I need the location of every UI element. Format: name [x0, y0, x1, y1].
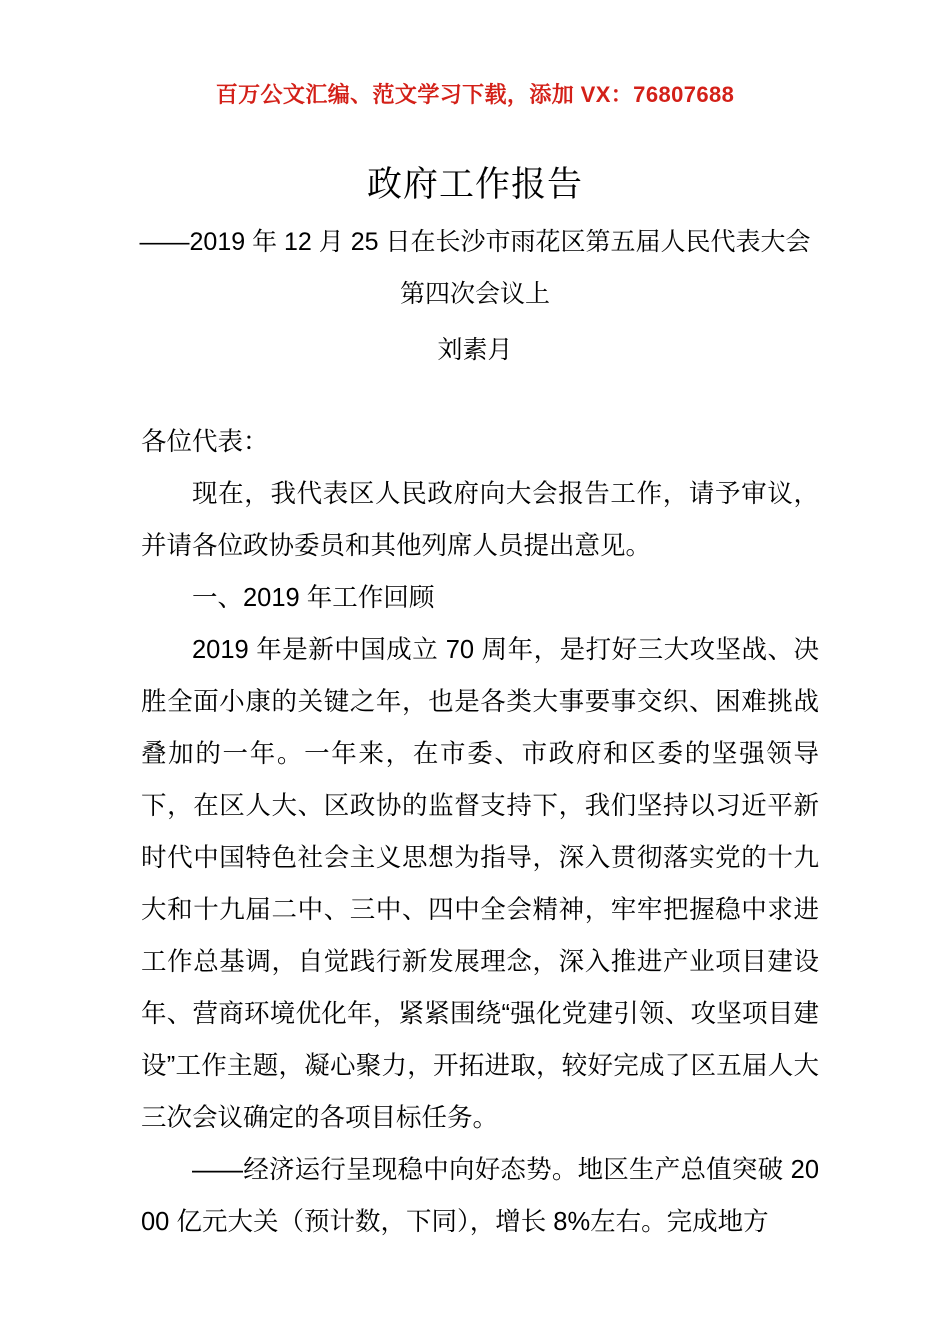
paragraph-economy-point: ——经济运行呈现稳中向好态势。地区生产总值突破 2000 亿元大关（预计数，下同），增长 8%左右。完成地方 [141, 1156, 819, 1236]
paragraph-opening: 现在，我代表区人民政府向大会报告工作，请予审议，并请各位政协委员和其他列席人员提出意见。 [141, 480, 819, 560]
document-body [141, 416, 819, 1248]
paragraph-review-2019: 2019 年是新中国成立 70 周年，是打好三大攻坚战、决胜全面小康的关键之年，也是各类大事要事交织、困难挑战叠加的一年。一年来，在市委、市政府和区委的坚强领导下，在区人大、区政协的监督支持下，我们坚持以习近平新时代中国特色社会主义思想为指导，深入贯彻落实党的十九大和十九届二中、三中、四中全会精神，牢牢把握稳中求进工作总基调，自觉践行新发展理念，深入推进产业项目建设年、营商环境优化年，紧紧围绕“强化党建引领、攻坚项目建设”工作主题，凝心聚力，开拓进取，较好完成了区五届人大三次会议确定的各项目标任务。 [141, 636, 819, 1132]
document-author: 刘素月 [437, 336, 513, 364]
document-title: 政府工作报告 [366, 165, 583, 204]
section-heading-one: 一、2019 年工作回顾 [192, 584, 435, 612]
promo-header-bar [0, 78, 950, 109]
promo-header-text: 百万公文汇编、范文学习下载，添加 VX：76807688 [215, 82, 735, 107]
paragraph-salutation: 各位代表： [141, 428, 269, 456]
title-block [136, 160, 814, 376]
document-subtitle: ——2019 年 12 月 25 日在长沙市雨花区第五届人民代表大会第四次会议上 [139, 228, 811, 308]
